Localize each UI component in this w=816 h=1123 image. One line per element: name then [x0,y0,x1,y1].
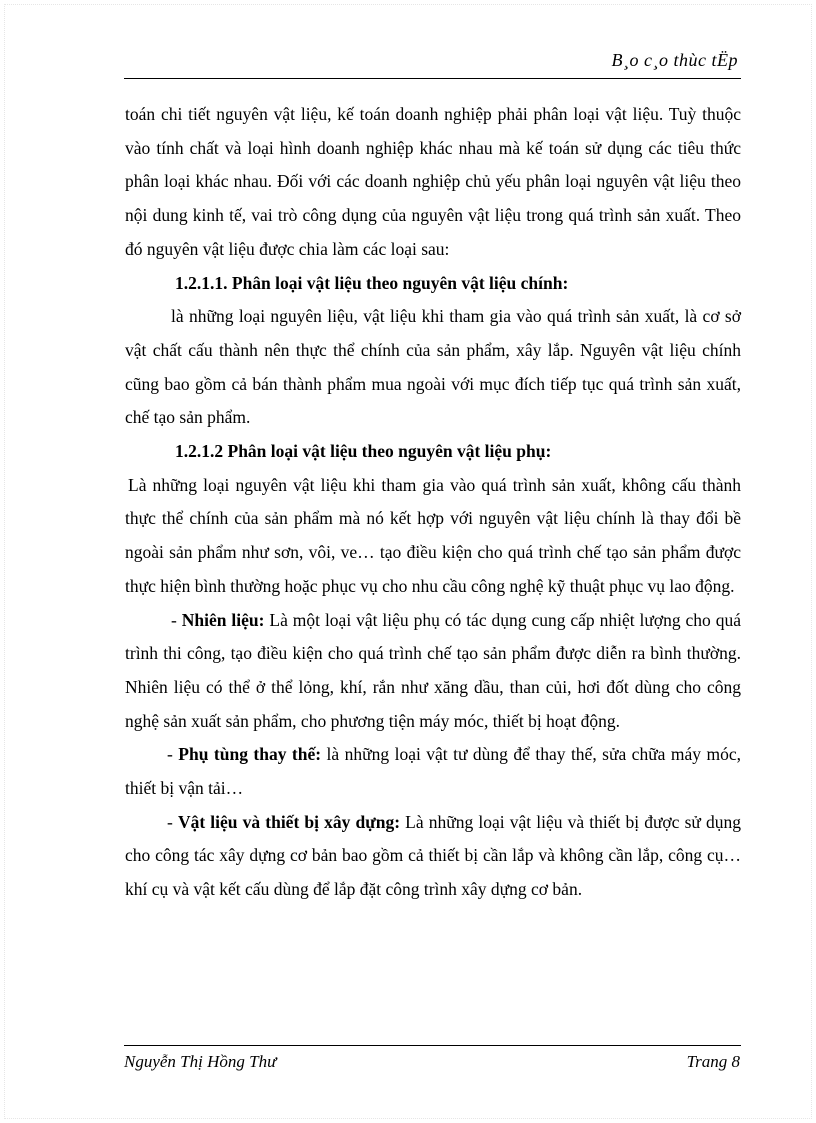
construction-materials-description: Là những loại vật liệu và thiết bị được sử dụng cho công tác xây dựng cơ bản bao gồm cả thiết bị cần lắp và không cần lắp, công cụ… khí cụ và vật kết cấu dùng để lắp đặt công trình xây dựng cơ bản. [125,811,741,900]
bullet-dash: - [167,744,179,765]
page-header-title: B¸o c¸o thùc tËp [611,50,738,70]
paragraph-main-materials: là những loại nguyên liệu, vật liệu khi tham gia vào quá trình sản xuất, là cơ sở vật chất cấu thành nên thực thể chính của sản phẩm, xây lắp. Nguyên vật liệu chính cũng bao gồm cả bán thành phẩm mua ngoài với mục đích tiếp tục quá trình sản xuất, chế tạo sản phẩm. [125,306,741,428]
heading-auxiliary-materials: 1.2.1.2 Phân loại vật liệu theo nguyên vật liệu phụ: [175,441,552,462]
term-spare-parts: Phụ tùng thay thế: [178,744,322,765]
paragraph-intro: toán chi tiết nguyên vật liệu, kế toán doanh nghiệp phải phân loại vật liệu. Tuỳ thuộc vào tính chất và loại hình doanh nghiệp khác nhau mà kế toán sử dụng các tiêu thức phân loại khác nhau. Đối với các doanh nghiệp chủ yếu phân loại nguyên vật liệu theo nội dung kinh tế, vai trò công dụng của nguyên vật liệu trong quá trình sản xuất. Theo đó nguyên vật liệu được chia làm các loại sau: [125,104,741,259]
paragraph-spare-parts [125,738,741,805]
footer-page-number: Trang 8 [686,1052,740,1071]
spare-parts-description: là những loại vật tư dùng để thay thế, sửa chữa máy móc, thiết bị vận tải… [125,744,742,799]
document-body [125,98,741,907]
header-divider [124,78,741,79]
footer-author: Nguyễn Thị Hồng Thư [124,1052,277,1071]
paragraph-fuel [125,604,741,739]
paragraph-auxiliary-materials: Là những loại nguyên vật liệu khi tham gia vào quá trình sản xuất, không cấu thành thực thể chính của sản phẩm mà nó kết hợp với nguyên vật liệu chính là thay đổi bề ngoài sản phẩm như sơn, vôi, ve… tạo điều kiện cho quá trình chế tạo sản phẩm được thực hiện bình thường hoặc phục vụ cho nhu cầu công nghệ kỹ thuật phục vụ lao động. [125,474,741,596]
heading-main-materials: 1.2.1.1. Phân loại vật liệu theo nguyên vật liệu chính: [175,272,569,293]
bullet-dash: - [167,811,178,832]
term-construction-materials: Vật liệu và thiết bị xây dựng: [177,811,401,832]
fuel-description: Là một loại vật liệu phụ có tác dụng cung cấp nhiệt lượng cho quá trình thi công, tạo điều kiện cho quá trình chế tạo sản phẩm được diễn ra bình thường. Nhiên liệu có thể ở thể lỏng, khí, rắn như xăng dầu, than củi, hơi đốt dùng cho công nghệ sản xuất sản phẩm, cho phương tiện máy móc, thiết bị hoạt động. [125,609,742,731]
bullet-dash: - [171,609,182,630]
term-fuel: Nhiên liệu: [181,609,265,630]
footer-divider [124,1045,741,1046]
paragraph-construction-materials [125,806,741,907]
